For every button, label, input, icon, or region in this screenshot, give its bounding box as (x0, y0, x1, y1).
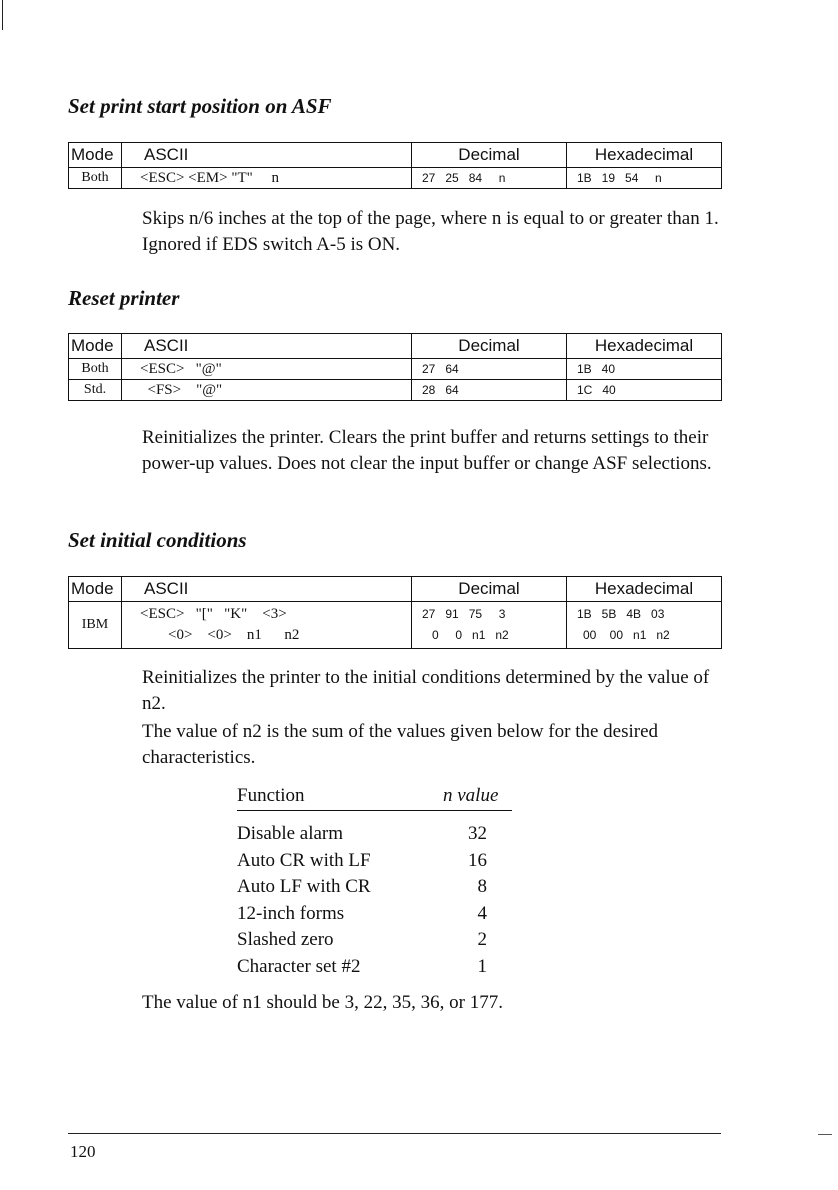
function-table-header (237, 782, 512, 811)
list-item (237, 901, 512, 928)
header-mode: Mode (69, 143, 122, 168)
table-row (69, 380, 722, 401)
header-hexadecimal: Hexadecimal (567, 334, 722, 359)
header-ascii: ASCII (122, 143, 412, 168)
function-value-table (237, 782, 512, 980)
function-value: 8 (477, 876, 487, 897)
edge-mark (818, 1134, 832, 1135)
function-table-body (237, 821, 512, 980)
function-name: Disable alarm (237, 823, 344, 844)
function-name: Slashed zero (237, 929, 334, 950)
function-header: Function (237, 785, 305, 806)
cell-mode: Both (69, 168, 122, 189)
description-reset: Reinitializes the printer. Clears the print buffer and returns settings to their power-up values. Does not clear the input buffer or change ASF selections. (142, 427, 712, 474)
function-value: 32 (468, 823, 487, 844)
cell-ascii (122, 602, 412, 649)
cell-mode: Both (69, 359, 122, 380)
margin-rule (2, 0, 3, 30)
list-item (237, 954, 512, 981)
header-hexadecimal: Hexadecimal (567, 143, 722, 168)
heading-set-initial-conditions: Set initial conditions (68, 528, 247, 552)
command-table-reset (68, 333, 722, 401)
cell-hexadecimal: 1C 40 (567, 380, 722, 401)
table-row (69, 168, 722, 189)
list-item (237, 927, 512, 954)
header-ascii: ASCII (122, 577, 412, 602)
header-mode: Mode (69, 577, 122, 602)
n-value-header: n value (443, 785, 499, 806)
cell-hexadecimal: 1B 19 54 n (567, 168, 722, 189)
command-table-initial (68, 576, 722, 649)
note-n1-values: The value of n1 should be 3, 22, 35, 36, or 177. (142, 992, 503, 1013)
header-ascii: ASCII (122, 334, 412, 359)
header-hexadecimal: Hexadecimal (567, 577, 722, 602)
cell-ascii: <FS> "@" (122, 380, 412, 401)
decimal-line-1: 27 91 75 3 (422, 607, 506, 621)
header-decimal: Decimal (412, 334, 567, 359)
table-header-row (69, 143, 722, 168)
function-name: 12-inch forms (237, 902, 345, 924)
cell-mode: IBM (69, 602, 122, 649)
decimal-line-2: 0 0 n1 n2 (432, 628, 509, 642)
heading-reset-printer: Reset printer (68, 286, 180, 310)
ascii-line-2: <0> <0> n1 n2 (168, 627, 300, 643)
list-item (237, 848, 512, 875)
hex-line-1: 1B 5B 4B 03 (577, 607, 665, 621)
cell-hexadecimal (567, 602, 722, 649)
table-row (69, 359, 722, 380)
list-item (237, 821, 512, 848)
cell-decimal: 27 25 84 n (412, 168, 567, 189)
page-number: 120 (70, 1142, 96, 1161)
function-value: 4 (477, 902, 487, 924)
table-header-row (69, 577, 722, 602)
hex-line-2: 00 00 n1 n2 (583, 628, 670, 642)
description-initial-1: Reinitializes the printer to the initial conditions determined by the value of n2. (142, 667, 710, 714)
cell-decimal (412, 602, 567, 649)
cell-hexadecimal: 1B 40 (567, 359, 722, 380)
heading-set-print-start-asf: Set print start position on ASF (68, 94, 332, 118)
cell-ascii: <ESC> <EM> "T" n (122, 168, 412, 189)
table-header-row (69, 334, 722, 359)
function-value: 1 (477, 955, 487, 977)
description-asf: Skips n/6 inches at the top of the page, where n is equal to or greater than 1. Ignored if EDS switch A-5 is ON. (142, 208, 719, 255)
cell-mode: Std. (69, 380, 122, 401)
function-value: 2 (477, 929, 487, 950)
header-decimal: Decimal (412, 143, 567, 168)
cell-decimal: 27 64 (412, 359, 567, 380)
list-item (237, 874, 512, 901)
header-decimal: Decimal (412, 577, 567, 602)
function-name: Auto LF with CR (237, 876, 371, 897)
header-mode: Mode (69, 334, 122, 359)
ascii-line-1: <ESC> "[" "K" <3> (140, 606, 287, 622)
footer-rule (68, 1133, 721, 1134)
cell-ascii: <ESC> "@" (122, 359, 412, 380)
function-name: Auto CR with LF (237, 849, 371, 871)
function-value: 16 (468, 849, 487, 871)
function-name: Character set #2 (237, 955, 361, 977)
table-row (69, 602, 722, 649)
command-table-asf (68, 142, 722, 189)
cell-decimal: 28 64 (412, 380, 567, 401)
description-initial-2: The value of n2 is the sum of the values given below for the desired characteristics. (142, 721, 659, 768)
